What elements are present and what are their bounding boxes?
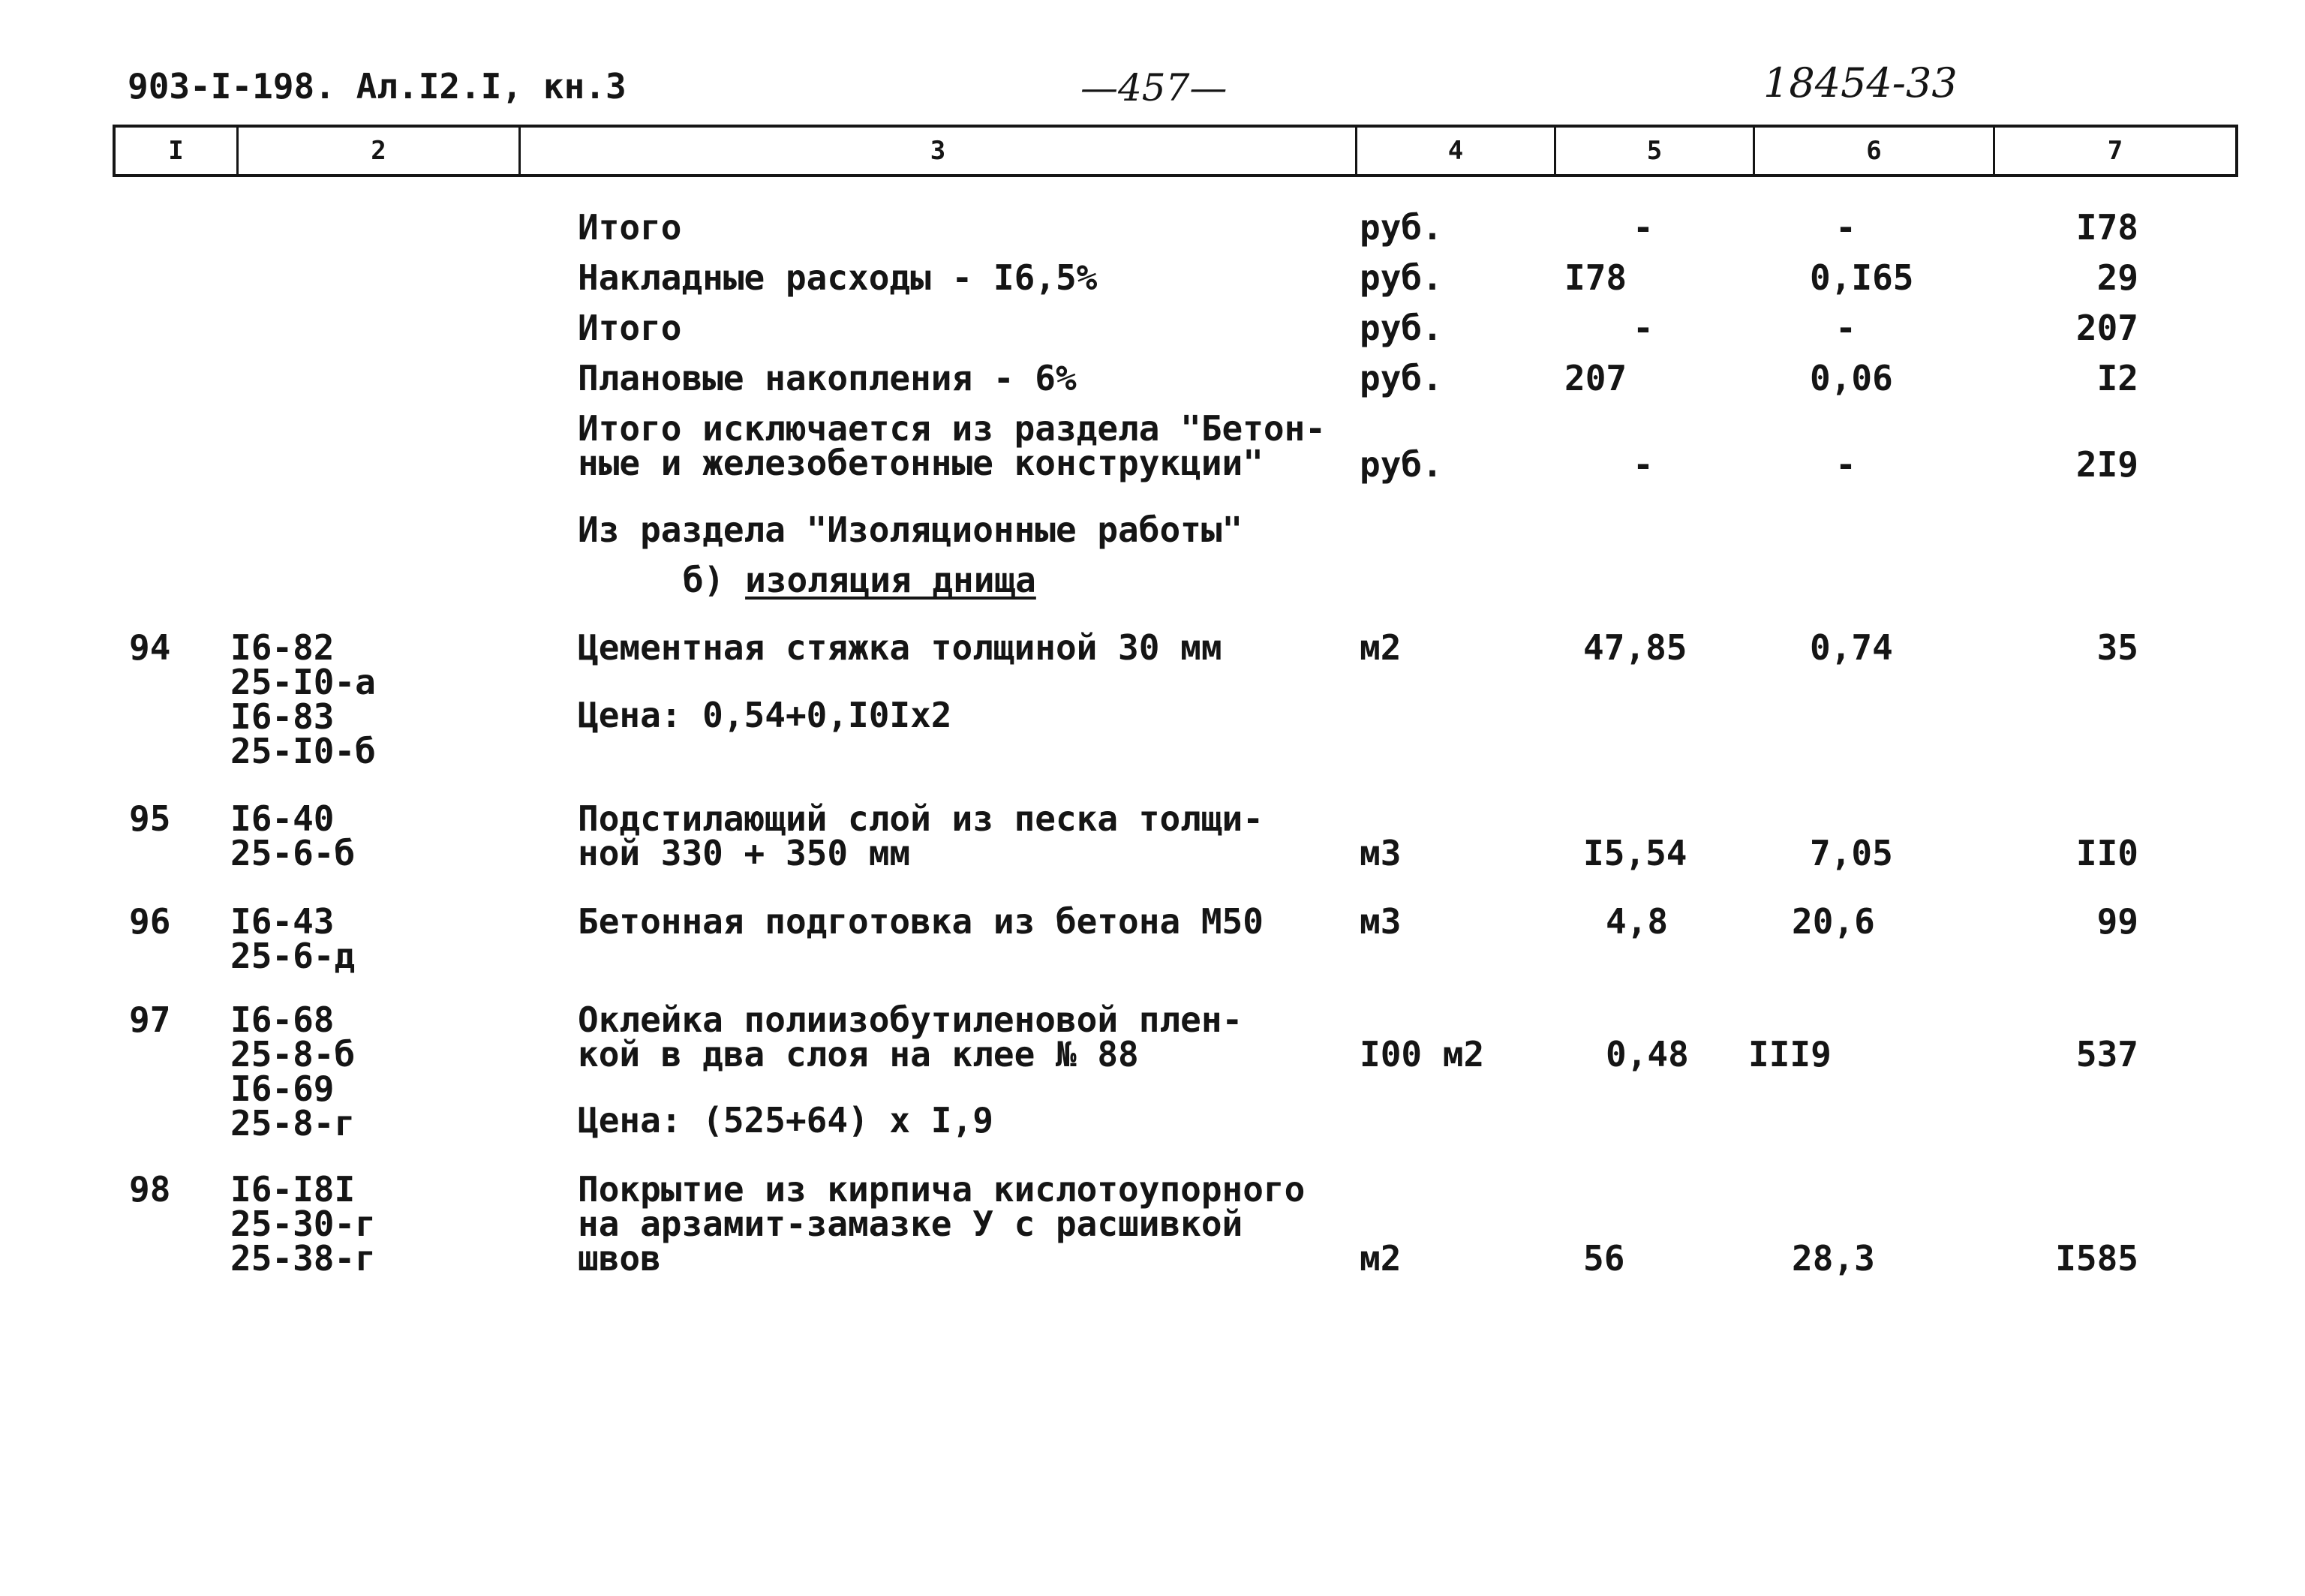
description-cell: Цементная стяжка толщиной 30 мм [578,627,1222,668]
total-label: Итого [578,308,682,348]
quantity-cell: I78 [1564,257,1627,298]
price-cell: 0,06 [1810,358,1893,398]
quantity-cell: 4,8 [1606,901,1669,942]
quantity-cell: 56 [1583,1238,1625,1279]
price-note: Цена: (525+64) х I,9 [578,1100,993,1141]
code-cell: I6-40 25-6-б [230,798,356,873]
sum-cell: 29 [2096,257,2138,298]
document-number: 18454-33 [1763,59,1958,107]
code-cell: I6-I8I 25-30-г 25-38-г [230,1169,376,1279]
price-cell: 0,74 [1810,627,1893,668]
price-cell: - [1835,308,1856,348]
code-cell: I6-68 25-8-б I6-69 25-8-г [230,999,356,1144]
row-number: 96 [129,901,171,942]
unit-cell: I00 м2 [1360,1034,1485,1075]
sum-cell: 99 [2096,901,2138,942]
row-number: 97 [129,999,171,1040]
sum-cell: 35 [2096,627,2138,668]
code-cell: I6-82 25-I0-а I6-83 25-I0-б [230,627,376,771]
unit-cell: руб. [1360,444,1443,485]
overhead-label: Накладные расходы - I6,5% [578,257,1098,298]
sum-cell: 207 [2075,308,2138,348]
sum-cell: I78 [2075,207,2138,248]
description-cell: Оклейка полиизобутиленовой плен- кой в два слоя на клее № 88 [578,999,1243,1075]
column-header: 7 [2107,136,2123,166]
quantity-cell: 0,48 [1606,1034,1689,1075]
row-number: 98 [129,1169,171,1210]
unit-cell: руб. [1360,358,1443,398]
description-cell: Бетонная подготовка из бетона М50 [578,901,1264,942]
quantity-cell: 47,85 [1583,627,1687,668]
unit-cell: руб. [1360,257,1443,298]
sum-cell: 537 [2075,1034,2138,1075]
code-cell: I6-43 25-6-д [230,901,356,976]
column-header: 3 [521,128,1357,174]
total-label: Итого [578,207,682,248]
column-header: 5 [1556,128,1755,174]
quantity-cell: - [1633,207,1654,248]
document-code: 903-I-198. Ал.I2.I, кн.3 [128,66,627,107]
planned-savings-label: Плановые накопления - 6% [578,358,1077,398]
unit-cell: руб. [1360,207,1443,248]
price-cell: 28,3 [1792,1238,1875,1279]
price-cell: - [1835,444,1856,485]
sum-cell: I585 [2055,1238,2138,1279]
unit-cell: м2 [1360,627,1402,668]
price-cell: - [1835,207,1856,248]
column-header: 4 [1357,128,1556,174]
price-cell: 7,05 [1810,833,1893,873]
row-number: 95 [129,798,171,839]
quantity-cell: - [1633,444,1654,485]
unit-cell: м2 [1360,1238,1402,1279]
excluded-total-label: Итого исключается из раздела "Бетон- ные и железобетонные конструкции" [578,408,1326,483]
sum-cell: I2 [2096,358,2138,398]
quantity-cell: 207 [1564,358,1627,398]
column-header: I [116,128,239,174]
price-note: Цена: 0,54+0,I0Iх2 [578,695,952,735]
sum-cell: 2I9 [2075,444,2138,485]
description-cell: Покрытие из кирпича кислотоупорного на арзамит-замазке У с расшивкой швов [578,1169,1306,1279]
price-cell: 20,6 [1792,901,1875,942]
price-cell: 0,I65 [1810,257,1914,298]
page-number: —457— [1080,66,1228,110]
section-title: Из раздела "Изоляционные работы" [578,509,1243,550]
column-header: 2 [239,128,521,174]
column-header-row [113,125,2238,177]
description-cell: Подстилающий слой из песка толщи- ной 330 + 350 мм [578,798,1264,873]
price-cell: III9 [1748,1034,1832,1075]
unit-cell: м3 [1360,901,1402,942]
row-number: 94 [129,627,171,668]
quantity-cell: - [1633,308,1654,348]
sum-cell: II0 [2075,833,2138,873]
quantity-cell: I5,54 [1583,833,1687,873]
unit-cell: руб. [1360,308,1443,348]
unit-cell: м3 [1360,833,1402,873]
subsection-title: б) изоляция днища [683,560,1036,600]
column-header: 6 [1755,128,1995,174]
